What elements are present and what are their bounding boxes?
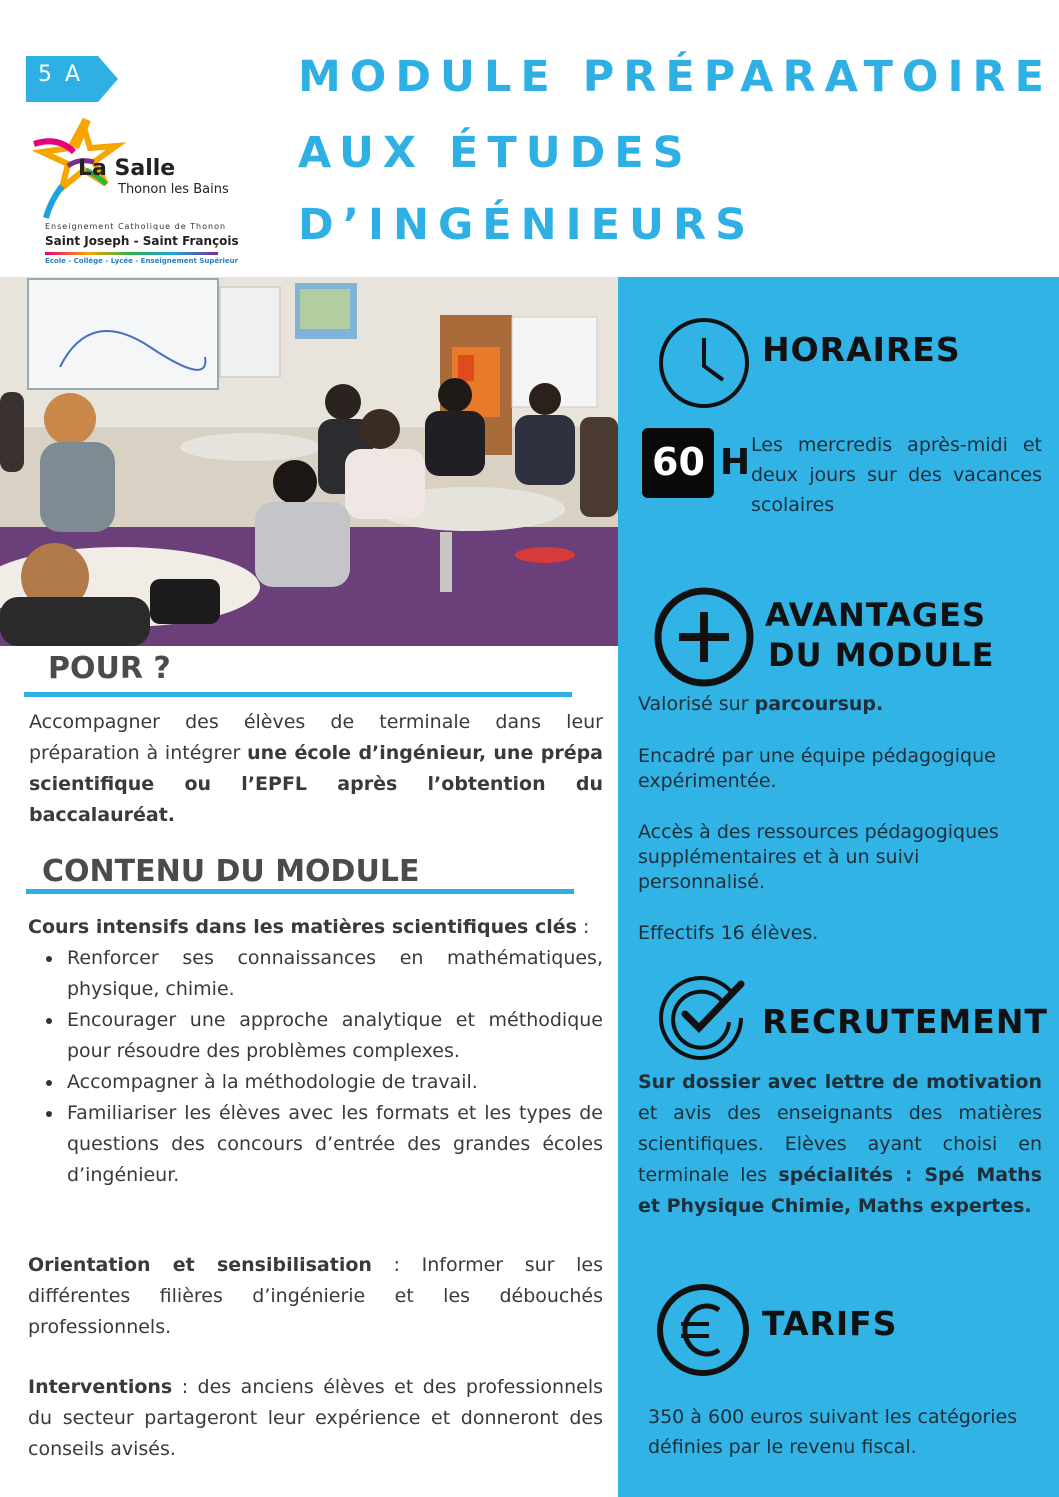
logo-city: Thonon les Bains	[118, 182, 229, 197]
list-item: Encourager une approche analytique et méthodique pour résoudre des problèmes complexes.	[40, 1005, 603, 1067]
avantage-effectifs: Effectifs 16 élèves.	[638, 922, 819, 944]
classroom-photo	[0, 277, 618, 646]
tarifs-heading: TARIFS	[762, 1304, 898, 1343]
list-item: Renforcer ses connaissances en mathématiques, physique, chimie.	[40, 943, 603, 1005]
checkmark-icon	[655, 966, 749, 1060]
section-tag-label: 5 A	[38, 62, 84, 87]
contenu-heading: CONTENU DU MODULE	[42, 854, 420, 889]
contenu-intro: Cours intensifs dans les matières scientifiques clés :	[28, 916, 590, 938]
logo-schools: Saint Joseph - Saint François	[45, 234, 239, 248]
horaires-heading: HORAIRES	[762, 330, 961, 369]
list-item: Accompagner à la méthodologie de travail.	[40, 1067, 603, 1098]
pour-underline	[24, 692, 572, 697]
recrutement-heading: RECRUTEMENT	[762, 1002, 1048, 1041]
contenu-bullet-list	[40, 943, 603, 1191]
avantage-parcoursup: Valorisé sur parcoursup.	[638, 693, 884, 715]
orientation-text: Orientation et sensibilisation : Informer sur les différentes filières d’ingénierie et les débouchés professionnels.	[28, 1254, 603, 1338]
logo-name: La Salle	[78, 156, 176, 181]
plus-icon	[653, 586, 755, 688]
logo-levels: Ecole - Collège - Lycée - Enseignement Supérieur	[45, 257, 239, 265]
contenu-underline	[26, 889, 574, 894]
recrutement-text: Sur dossier avec lettre de motivation et avis des enseignants des matières scientifiques. Elèves ayant choisi en terminale les spécialités : Spé Maths et Physique Chimie, Maths expertes.	[638, 1071, 1042, 1217]
page-title-line-1: MODULE PRÉPARATOIRE	[298, 52, 1053, 102]
hours-number: 60	[652, 440, 705, 484]
page-title-line-2: AUX ÉTUDES	[298, 128, 693, 178]
logo-color-line	[45, 252, 218, 255]
logo-subtitle: Enseignement Catholique de Thonon	[45, 222, 227, 231]
interventions-text: Interventions : des anciens élèves et des professionnels du secteur partageront leur expérience et donneront des conseils avisés.	[28, 1376, 603, 1460]
euro-icon	[655, 1282, 751, 1378]
list-item: Familiariser les élèves avec les formats et les types de questions des concours d’entrée des grandes écoles d’ingénieur.	[40, 1098, 603, 1191]
clock-icon	[657, 316, 751, 410]
avantage-equipe: Encadré par une équipe pédagogique expérimentée.	[638, 745, 996, 792]
hours-unit: H	[720, 442, 751, 483]
pour-text: Accompagner des élèves de terminale dans leur préparation à intégrer une école d’ingénieur, une prépa scientifique ou l’EPFL après l’obtention du baccalauréat.	[29, 711, 604, 826]
tarifs-text: 350 à 600 euros suivant les catégories définies par le revenu fiscal.	[648, 1406, 1018, 1458]
avantages-heading-line-2: DU MODULE	[768, 636, 995, 674]
page-title-line-3: D’INGÉNIEURS	[298, 200, 756, 250]
horaires-text: Les mercredis après-midi et deux jours sur des vacances scolaires	[751, 434, 1042, 516]
avantage-ressources: Accès à des ressources pédagogiques supplémentaires et à un suivi personnalisé.	[638, 821, 999, 893]
pour-heading: POUR ?	[48, 651, 171, 686]
avantages-heading-line-1: AVANTAGES	[765, 596, 987, 634]
